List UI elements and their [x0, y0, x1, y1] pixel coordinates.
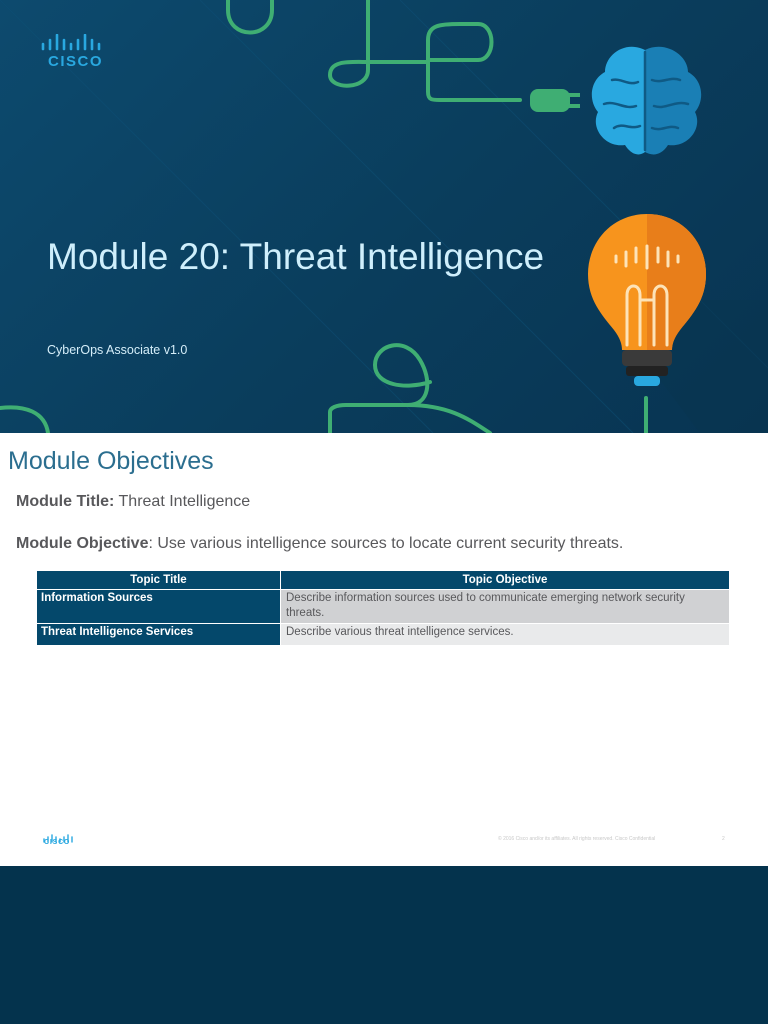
module-title-value: Threat Intelligence	[114, 493, 251, 510]
topic-objective-cell: Describe various threat intelligence services.	[281, 624, 730, 646]
slide-title: Module 20: Threat Intelligence	[47, 236, 545, 277]
copyright-footer: © 2016 Cisco and/or its affiliates. All rights reserved. Cisco Confidential	[498, 836, 656, 842]
table-header-topic-objective: Topic Objective	[281, 571, 730, 590]
table-header-row	[37, 571, 730, 590]
cisco-wordmark: CISCO	[44, 839, 71, 846]
cisco-wordmark: CISCO	[48, 53, 104, 70]
module-objective-label: Module Objective	[16, 535, 149, 552]
next-slide-area	[0, 866, 768, 1024]
page-number: 2	[722, 836, 725, 842]
module-title-line	[16, 493, 250, 511]
table-row	[37, 590, 730, 624]
objectives-table	[36, 570, 730, 646]
table-header-topic-title: Topic Title	[37, 571, 281, 590]
slide-subtitle: CyberOps Associate v1.0	[47, 343, 188, 357]
lightbulb-icon	[0, 0, 768, 433]
objectives-slide	[0, 433, 768, 866]
module-objective-value: : Use various intelligence sources to locate current security threats.	[148, 535, 624, 552]
cisco-logo	[42, 830, 74, 850]
topic-title-cell: Information Sources	[37, 590, 281, 624]
table-row	[37, 624, 730, 646]
topic-objective-cell: Describe information sources used to communicate emerging network security threats.	[281, 590, 730, 624]
module-title-label: Module Title:	[16, 493, 115, 510]
objectives-heading: Module Objectives	[8, 447, 214, 475]
module-objective-line	[16, 535, 623, 553]
topic-title-cell: Threat Intelligence Services	[37, 624, 281, 646]
title-slide	[0, 0, 768, 433]
